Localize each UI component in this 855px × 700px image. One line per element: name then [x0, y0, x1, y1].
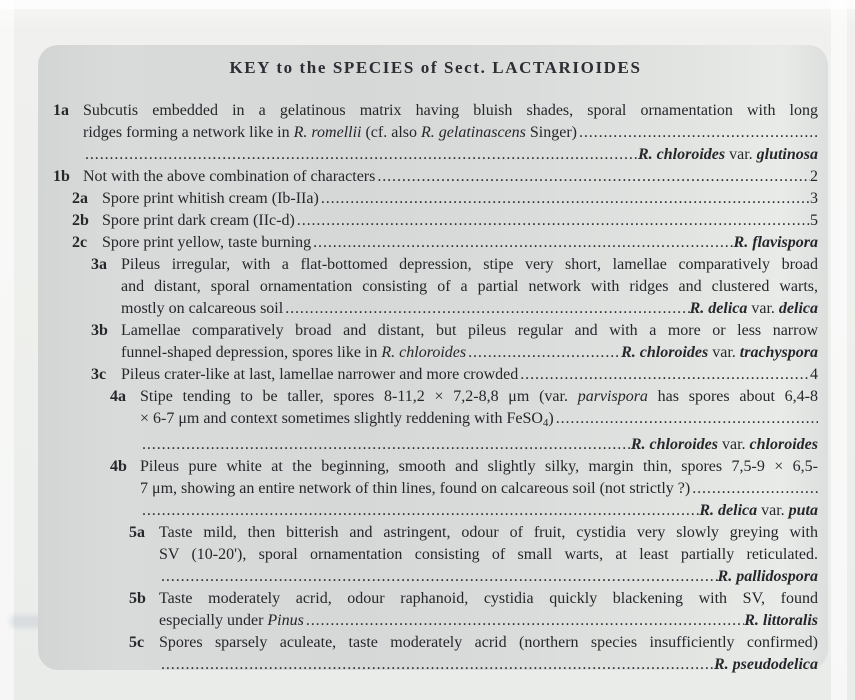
entry-text	[159, 588, 818, 610]
key-entry-5b	[53, 588, 818, 632]
key-text-segment: R. romellii	[293, 124, 362, 141]
key-line	[53, 100, 818, 122]
key-line	[53, 610, 818, 632]
key-entry-1b	[53, 166, 818, 188]
key-body	[53, 100, 818, 676]
key-text-segment: × 6-7 μm and context sometimes slightly reddening with FeSO	[140, 410, 543, 427]
entry-number: 1b	[53, 168, 70, 185]
dot-leader	[690, 478, 818, 500]
species-name: R. chloroides	[621, 344, 709, 361]
key-line	[53, 408, 818, 434]
key-text-segment: (cf. also	[361, 124, 421, 141]
entry-text	[102, 232, 311, 254]
dot-leader	[466, 342, 621, 364]
entry-number: 5a	[129, 524, 145, 541]
entry-result	[631, 434, 818, 456]
key-text-segment: Taste moderately acrid, odour raphanoid, cystidia quickly blackening with SV, found	[159, 590, 818, 607]
key-text-segment: )	[548, 410, 554, 427]
key-text-segment: has spores about 6,4-8	[647, 388, 818, 405]
dot-leader	[159, 654, 714, 676]
key-text-segment: Lamellae comparatively broad and distant, but pileus regular and with a more or less narrow	[121, 322, 818, 339]
key-text-segment: Spores sparsely aculeate, taste moderately acrid (northern species insufficiently confirmed)	[159, 634, 818, 651]
key-text-segment: mostly on calcareous soil	[121, 300, 284, 317]
species-name: R. chloroides	[630, 436, 718, 453]
entry-text	[102, 188, 319, 210]
key-text-segment: 7 μm, showing an entire network of thin lines, found on calcareous soil (not strictly ?)	[140, 480, 691, 497]
species-key-box	[38, 45, 828, 673]
key-line	[53, 544, 818, 566]
key-text-segment: Pileus irregular, with a flat-bottomed depression, stipe very short, lamellae comparatively broad	[121, 256, 818, 273]
key-text-segment: 4	[810, 366, 818, 383]
entry-text	[83, 122, 577, 144]
dot-leader	[375, 166, 810, 188]
entry-number: 3b	[91, 322, 108, 339]
key-entry-1a	[53, 100, 818, 166]
key-text-segment: var.	[708, 344, 740, 361]
key-line	[53, 254, 818, 276]
key-entry-5a	[53, 522, 818, 588]
entry-text	[140, 386, 818, 408]
dot-leader	[140, 500, 699, 522]
species-name: trachyspora	[739, 344, 818, 361]
entry-number: 3a	[91, 256, 107, 273]
key-line	[53, 276, 818, 298]
dot-leader	[518, 364, 810, 386]
key-text-segment: var.	[718, 436, 750, 453]
entry-text	[159, 544, 818, 566]
key-line	[53, 522, 818, 544]
entry-result	[714, 654, 818, 676]
key-line	[53, 342, 818, 364]
entry-text	[159, 522, 818, 544]
key-line	[53, 588, 818, 610]
key-entry-2a	[53, 188, 818, 210]
key-entry-4a	[53, 386, 818, 456]
key-text-segment: funnel-shaped depression, spores like in	[121, 344, 382, 361]
entry-number: 2b	[72, 212, 89, 229]
key-text-segment: Stipe tending to be taller, spores 8-11,2 × 7,2-8,8 μm (var.	[140, 388, 578, 405]
scan-light-band-left	[0, 0, 14, 700]
key-text-segment: var.	[757, 502, 789, 519]
key-text-segment: parvispora	[577, 388, 648, 405]
key-entry-2c	[53, 232, 818, 254]
species-name: R. littoralis	[744, 612, 818, 629]
key-text-segment: Spore print dark cream (IIc-d)	[102, 212, 295, 229]
entry-text	[140, 478, 690, 500]
key-line	[53, 456, 818, 478]
entry-text	[121, 298, 283, 320]
dot-leader	[140, 434, 631, 456]
scan-light-band-right	[831, 0, 847, 700]
key-line	[53, 166, 818, 188]
key-text-segment: 3	[810, 190, 818, 207]
key-text-segment: 5	[810, 212, 818, 229]
entry-result	[810, 210, 818, 232]
key-line	[53, 298, 818, 320]
species-name: puta	[788, 502, 818, 519]
key-line	[53, 500, 818, 522]
entry-number: 5c	[129, 634, 145, 651]
key-line	[53, 386, 818, 408]
entry-result	[690, 298, 818, 320]
key-text-segment: R. gelatinascens	[421, 124, 526, 141]
key-text-segment: Spore print yellow, taste burning	[102, 234, 312, 251]
entry-text	[121, 320, 818, 342]
dot-leader	[577, 122, 818, 144]
key-line	[53, 434, 818, 456]
dot-leader	[311, 232, 733, 254]
entry-text	[121, 254, 818, 276]
entry-result	[699, 500, 818, 522]
key-entry-3c	[53, 364, 818, 386]
key-text-segment: 4	[542, 417, 549, 429]
entry-number: 4a	[110, 388, 126, 405]
key-text-segment: especially under	[159, 612, 268, 629]
entry-number: 2c	[72, 234, 88, 251]
dot-leader	[83, 144, 638, 166]
species-name: glutinosa	[756, 146, 818, 163]
key-text-segment: Subcutis embedded in a gelatinous matrix having bluish shades, sporal ornamentation with long	[83, 102, 818, 119]
scan-light-band-top	[0, 0, 855, 9]
key-text-segment: Spore print whitish cream (Ib-IIa)	[102, 190, 319, 207]
key-line	[53, 188, 818, 210]
key-line	[53, 364, 818, 386]
entry-text	[121, 364, 518, 386]
key-line	[53, 122, 818, 144]
key-entry-4b	[53, 456, 818, 522]
entry-text	[121, 276, 818, 298]
key-text-segment: Pileus pure white at the beginning, smooth and slightly silky, margin thin, spores 7,5-9 × 6,5-	[140, 458, 818, 475]
key-entry-2b	[53, 210, 818, 232]
entry-text	[83, 166, 375, 188]
key-text-segment: SV (10-20'), sporal ornamentation consisting of small warts, at least partially reticulated.	[159, 546, 818, 563]
entry-result	[718, 566, 818, 588]
key-line	[53, 320, 818, 342]
entry-number: 3c	[91, 366, 107, 383]
entry-number: 2a	[72, 190, 88, 207]
key-text-segment: Singer)	[525, 124, 577, 141]
entry-result	[810, 166, 818, 188]
entry-result	[621, 342, 818, 364]
entry-result	[810, 188, 818, 210]
entry-text	[140, 456, 818, 478]
key-text-segment: var.	[747, 300, 779, 317]
entry-text	[159, 632, 818, 654]
key-entry-5c	[53, 632, 818, 676]
key-line	[53, 654, 818, 676]
key-entry-3a	[53, 254, 818, 320]
key-line	[53, 566, 818, 588]
species-name: R. delica	[699, 502, 758, 519]
key-line	[53, 632, 818, 654]
entry-text	[83, 100, 818, 122]
entry-text	[159, 610, 304, 632]
key-text-segment: R. chloroides	[381, 344, 467, 361]
entry-number: 4b	[110, 458, 127, 475]
entry-text	[102, 210, 295, 232]
key-title: KEY to the SPECIES of Sect. LACTARIOIDES	[229, 58, 642, 77]
species-name: R. chloroides	[637, 146, 726, 163]
key-line	[53, 478, 818, 500]
dot-leader	[554, 408, 818, 430]
species-name: R. delica	[689, 300, 748, 317]
dot-leader	[159, 566, 718, 588]
dot-leader	[304, 610, 744, 632]
key-text-segment: and distant, sporal ornamentation consisting of a partial network with ridges and clustered warts,	[121, 278, 818, 295]
species-name: R. pseudodelica	[714, 656, 818, 673]
key-entry-3b	[53, 320, 818, 364]
species-name: delica	[778, 300, 818, 317]
entry-result	[810, 364, 818, 386]
key-line	[53, 144, 818, 166]
species-name: chloroides	[749, 436, 818, 453]
entry-result	[734, 232, 818, 254]
key-text-segment: Not with the above combination of characters	[83, 168, 376, 185]
key-text-segment: Pinus	[267, 612, 304, 629]
key-line	[53, 210, 818, 232]
dot-leader	[283, 298, 689, 320]
key-text-segment: Pileus crater-like at last, lamellae narrower and more crowded	[121, 366, 519, 383]
species-name: R. pallidospora	[717, 568, 818, 585]
key-text-segment: ridges forming a network like in	[83, 124, 294, 141]
key-text-segment: Taste mild, then bitterish and astringent, odour of fruit, cystidia very slowly greying with	[159, 524, 818, 541]
key-line	[53, 232, 818, 254]
entry-number: 5b	[129, 590, 146, 607]
key-text-segment: 2	[810, 168, 818, 185]
species-name: R. flavispora	[733, 234, 818, 251]
dot-leader	[295, 210, 810, 232]
key-text-segment: var.	[725, 146, 757, 163]
entry-text	[140, 408, 554, 434]
dot-leader	[319, 188, 810, 210]
entry-result	[744, 610, 818, 632]
entry-result	[638, 144, 818, 166]
entry-number: 1a	[53, 102, 69, 119]
entry-text	[121, 342, 466, 364]
